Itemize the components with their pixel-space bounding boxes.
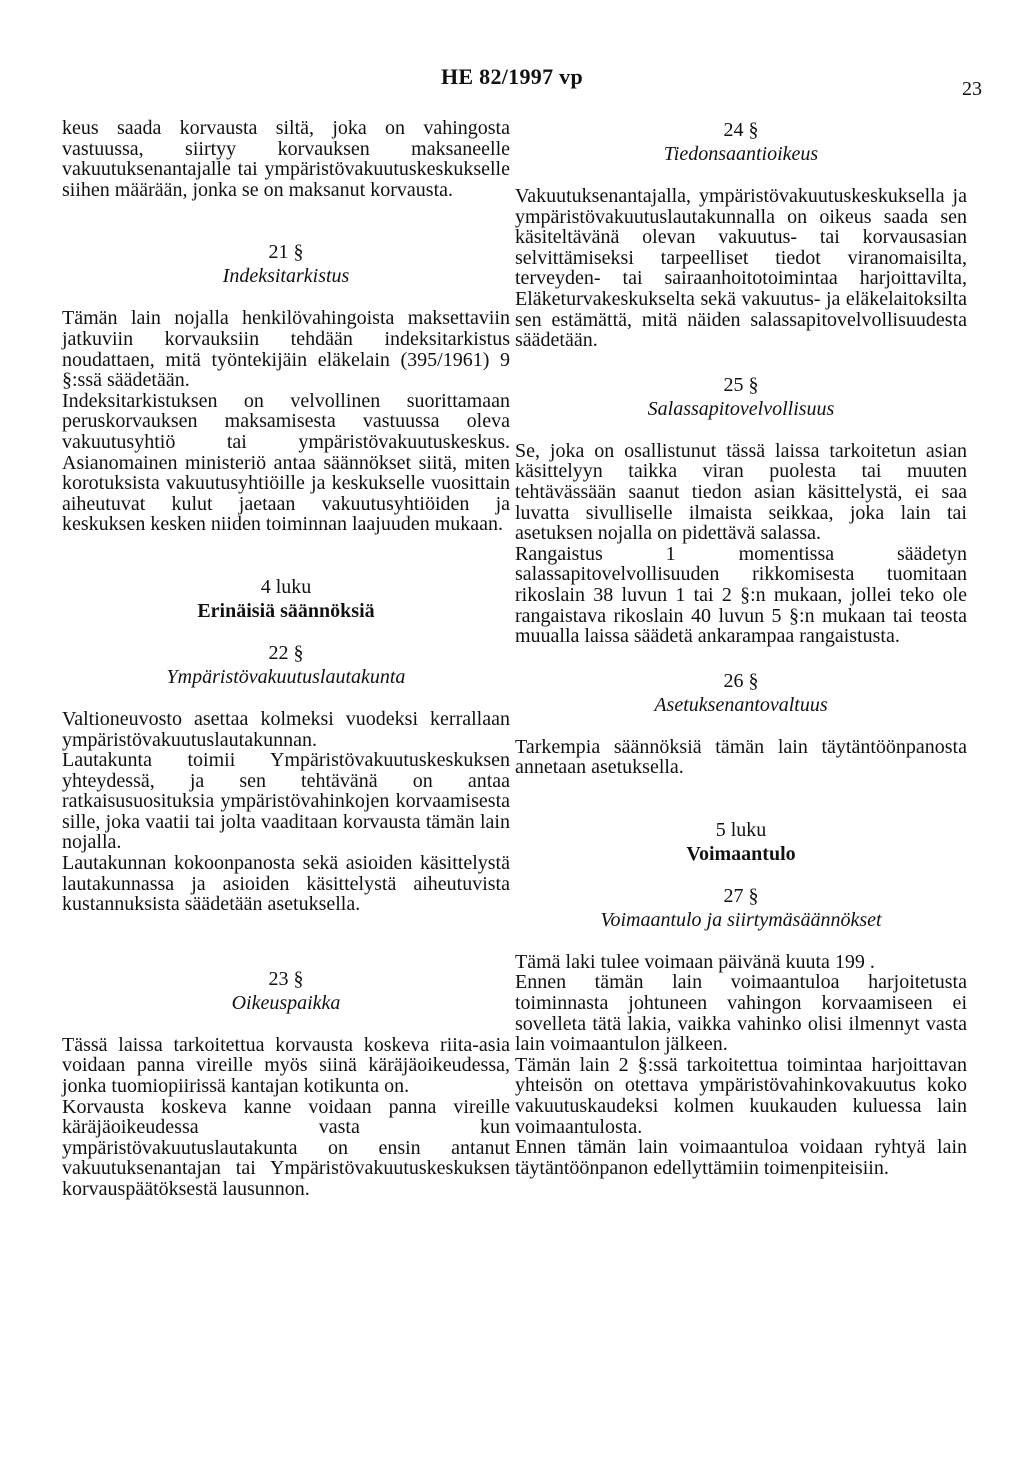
section-21-number: 21 § <box>268 241 304 264</box>
section-23-number: 23 § <box>268 967 304 990</box>
section-27-paragraph-2: Ennen tämän lain voimaantuloa harjoitetusta toiminnasta johtuneen vahingon korvaamiseen ei sovelleta tätä lakia, vaikka vahinko olisi ilmennyt vasta lain voimaantulon jälkeen. <box>515 971 967 1056</box>
section-22-title: Ympäristövakuutuslautakunta <box>166 665 406 688</box>
section-25-paragraph-2: Rangaistus 1 momentissa säädetyn salassapitovelvollisuuden rikkomisesta tuomitaan rikoslain 38 luvun 1 tai 2 §:n mukaan, jollei teko ole rangaistava rikoslain 40 luvun 5 §:n mukaan tai teosta muualla laissa säädetä ankarampaa rangaistusta. <box>515 542 967 648</box>
section-21-title: Indeksitarkistus <box>222 265 350 288</box>
page-number: 23 <box>962 78 982 100</box>
section-22-number: 22 § <box>268 641 304 664</box>
document-header: HE 82/1997 vp <box>440 64 584 89</box>
section-27-number: 27 § <box>723 884 759 907</box>
section-24-number: 24 § <box>723 119 759 141</box>
section-23-paragraph-2: Korvausta koskeva kanne voidaan panna vireille käräjäoikeudessa vasta kun ympäristövakuutuslautakunta on ensin antanut vakuutuksenantajan tai Ympäristövakuutuskeskuksen korvauspäätöksestä lausunnon. <box>62 1095 510 1200</box>
intro-paragraph: keus saada korvausta siltä, joka on vahingosta vastuussa, siirtyy korvauksen maksaneelle vakuutuksenantajalle tai ympäristövakuutuskeskukselle siihen määrään, jonka se on maksanut korvausta. <box>62 117 510 201</box>
section-24-title: Tiedonsaantioikeus <box>663 143 819 165</box>
section-25-title: Salassapitovelvollisuus <box>647 397 835 420</box>
section-26-number: 26 § <box>723 669 759 692</box>
section-22-paragraph-1: Valtioneuvosto asettaa kolmeksi vuodeksi kerrallaan ympäristövakuutuslautakunnan. <box>62 707 510 751</box>
left-column <box>62 118 510 1200</box>
section-27-title: Voimaantulo ja siirtymäsäännökset <box>600 908 882 931</box>
section-27-paragraph-4: Ennen tämän lain voimaantuloa voidaan ryhtyä lain täytäntöönpanon edellyttämiin toimenpiteisiin. <box>515 1136 967 1179</box>
section-24-paragraph-1: Vakuutuksenantajalla, ympäristövakuutuskeskuksella ja ympäristövakuutuslautakunnalla on oikeus saada sen käsiteltävänä olevan vakuutus- tai korvausasian selvittämiseksi tarpeelliset tiedot viranomaisilta, terveyden- tai sairaanhoitotoimintaa harjoittavilta, Eläketurvakeskukselta sekä vakuutus- ja eläkelaitoksilta sen estämättä, mitä näiden salassapitovelvollisuudesta säädetään. <box>515 185 967 352</box>
section-26-paragraph-1: Tarkempia säännöksiä tämän lain täytäntöönpanosta annetaan asetuksella. <box>515 735 967 779</box>
section-27-paragraph-1: Tämä laki tulee voimaan päivänä kuuta 199 . <box>515 950 875 973</box>
section-25-paragraph-1: Se, joka on osallistunut tässä laissa tarkoitetun asian käsittelyyn taikka viran puolesta tai muuten tehtävässään saanut tiedon asian käsittelystä, ei saa luvatta sivulliselle ilmaista seikkaa, joka lain tai asetuksen nojalla on pidettävä salassa. <box>515 439 967 545</box>
section-23-title: Oikeuspaikka <box>231 991 341 1014</box>
chapter-5-number: 5 luku <box>715 818 767 841</box>
section-22-paragraph-3: Lautakunnan kokoonpanosta sekä asioiden käsittelystä lautakunnassa ja asioiden käsittelystä aiheutuvista kustannuksista säädetään asetuksella. <box>62 852 510 916</box>
right-column <box>515 118 967 1178</box>
chapter-4-title: Erinäisiä säännöksiä <box>197 599 375 622</box>
section-21-paragraph-1: Tämän lain nojalla henkilövahingoista maksettaviin jatkuviin korvauksiin tehdään indeksitarkistus noudattaen, mitä työntekijäin eläkelain (395/1961) 9 §:ssä säädetään. <box>62 307 510 392</box>
chapter-5-title: Voimaantulo <box>686 842 796 865</box>
section-21-paragraph-2: Indeksitarkistuksen on velvollinen suorittamaan peruskorvauksen maksamisesta vastuussa oleva vakuutusyhtiö tai ympäristövakuutuskeskus. Asianomainen ministeriö antaa säännökset siitä, miten korotuksista vakuutusyhtiöille ja keskukselle vuosittain aiheutuvat kulut jaetaan vakuutusyhtiöiden ja keskuksen kesken niiden toiminnan laajuuden mukaan. <box>62 389 510 536</box>
section-27-paragraph-3: Tämän lain 2 §:ssä tarkoitettua toimintaa harjoittavan yhteisön on otettava ympäristövahinkovakuutus koko vakuutuskaudeksi kolmen kuukauden kuluessa lain voimaantulosta. <box>515 1053 967 1138</box>
section-26-title: Asetuksenantovaltuus <box>654 693 828 716</box>
section-25-number: 25 § <box>723 373 759 396</box>
chapter-4-number: 4 luku <box>260 575 312 598</box>
section-22-paragraph-2: Lautakunta toimii Ympäristövakuutuskeskuksen yhteydessä, ja sen tehtävänä on antaa ratkaisusuosituksia ympäristövahinkojen korvaamisesta sille, joka vaatii tai jolta vaaditaan korvausta tämän lain nojalla. <box>62 749 510 854</box>
section-23-paragraph-1: Tässä laissa tarkoitettua korvausta koskeva riita-asia voidaan panna vireille myös siinä käräjäoikeudessa, jonka tuomiopiirissä kantajan kotikunta on. <box>62 1033 510 1098</box>
